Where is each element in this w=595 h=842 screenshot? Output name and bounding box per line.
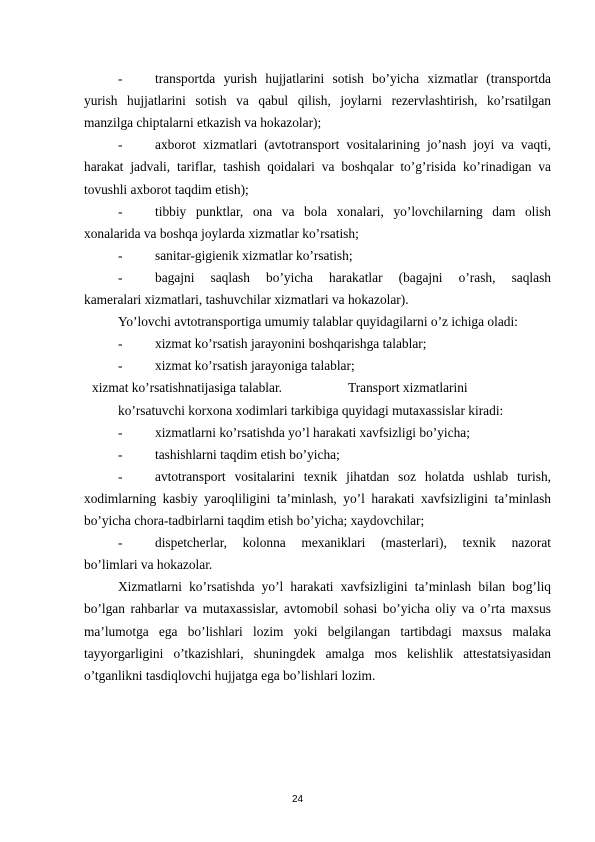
- bullet-text: transportda yurish hujjatlarini sotish bo’yicha xizmatlar (transportda: [155, 71, 551, 86]
- bullet-text: dispetcherlar, kolonna mexaniklari (masterlari), texnik nazorat: [155, 535, 551, 550]
- bullet-dash: -: [118, 447, 123, 462]
- bullet-text: xizmat ko’rsatish jarayonini boshqarishga talablar;: [155, 336, 427, 351]
- bullet-text: avtotransport vositalarini texnik jihatdan soz holatda ushlab turish,: [155, 469, 551, 484]
- bullet-text: sanitar-gigienik xizmatlar ko’rsatish;: [155, 248, 353, 263]
- bullet-dash: -: [118, 248, 123, 263]
- bullet-text: tashishlarni taqdim etish bo’yicha;: [155, 447, 340, 462]
- bullet-dash: -: [118, 137, 123, 152]
- paragraph-line: bo’lgan rahbarlar va mutaxassislar, avtomobil sohasi bo’yicha oliy va o’rta maxsus: [84, 601, 551, 616]
- paragraph-line: xodimlarning kasbiy yaroqliligini ta’minlash, yo’l harakati xavfsizligini ta’minlash: [84, 491, 551, 506]
- paragraph-line: kameralari xizmatlari, tashuvchilar xizmatlari va hokazolar).: [84, 292, 409, 307]
- bullet-dash: -: [118, 204, 123, 219]
- bullet-text: tibbiy punktlar, ona va bola xonalari, yo’lovchilarning dam olish: [155, 204, 551, 219]
- bullet-dash: -: [118, 71, 123, 86]
- bullet-dash: -: [118, 336, 123, 351]
- paragraph-line: o’tganlikni tasdiqlovchi hujjatga ega bo’lishlari lozim.: [84, 668, 376, 683]
- paragraph-first-line: Yo’lovchi avtotransportiga umumiy talablar quyidagilarni o’z ichiga oladi:: [118, 314, 518, 329]
- paragraph-first-line: ko’rsatuvchi korxona xodimlari tarkibiga quyidagi mutaxassislar kiradi:: [118, 403, 504, 418]
- paragraph-line: tayyorgarligini o’tkazishlari, shuningdek amalga mos kelishlik attestatsiyasidan: [84, 646, 551, 661]
- bullet-text: axborot xizmatlari (avtotransport vositalarining jo’nash joyi va vaqti,: [155, 137, 551, 152]
- bullet-dash: -: [118, 425, 123, 440]
- paragraph-line: bo’limlari va hokazolar.: [84, 557, 213, 572]
- paragraph-line: bo’yicha chora-tadbirlarni taqdim etish bo’yicha; xaydovchilar;: [84, 513, 425, 528]
- bullet-text: bagajni saqlash bo’yicha harakatlar (bagajni o’rash, saqlash: [155, 270, 551, 285]
- paragraph-line: yurish hujjatlarini sotish va qabul qilish, joylarni rezervlashtirish, ko’rsatilgan: [84, 93, 551, 108]
- bullet-dash: -: [118, 469, 123, 484]
- paragraph-line-tail: Transport xizmatlarini: [348, 380, 468, 395]
- paragraph-line: tovushli axborot taqdim etish);: [84, 182, 249, 197]
- paragraph-line: harakat jadvali, tariflar, tashish qoidalari va boshqalar to’g’risida ko’rinadigan va: [84, 159, 551, 174]
- bullet-dash: -: [118, 358, 123, 373]
- paragraph-line: xonalarida va boshqa joylarda xizmatlar ko’rsatish;: [84, 226, 359, 241]
- paragraph-first-line: Xizmatlarni ko’rsatishda yo’l harakati xavfsizligini ta’minlash bilan bog’liq: [118, 579, 551, 594]
- bullet-dash: -: [118, 270, 123, 285]
- paragraph-line: ma’lumotga ega bo’lishlari lozim yoki belgilangan tartibdagi maxsus malaka: [84, 624, 551, 639]
- paragraph-line: manzilga chiptalarni etkazish va hokazolar);: [84, 115, 322, 130]
- page-number: 24: [291, 794, 304, 805]
- bullet-dash: -: [118, 535, 123, 550]
- paragraph-line: xizmat ko’rsatishnatijasiga talablar.: [92, 380, 283, 395]
- bullet-text: xizmat ko’rsatish jarayoniga talablar;: [155, 358, 355, 373]
- bullet-text: xizmatlarni ko’rsatishda yo’l harakati xavfsizligi bo’yicha;: [155, 425, 470, 440]
